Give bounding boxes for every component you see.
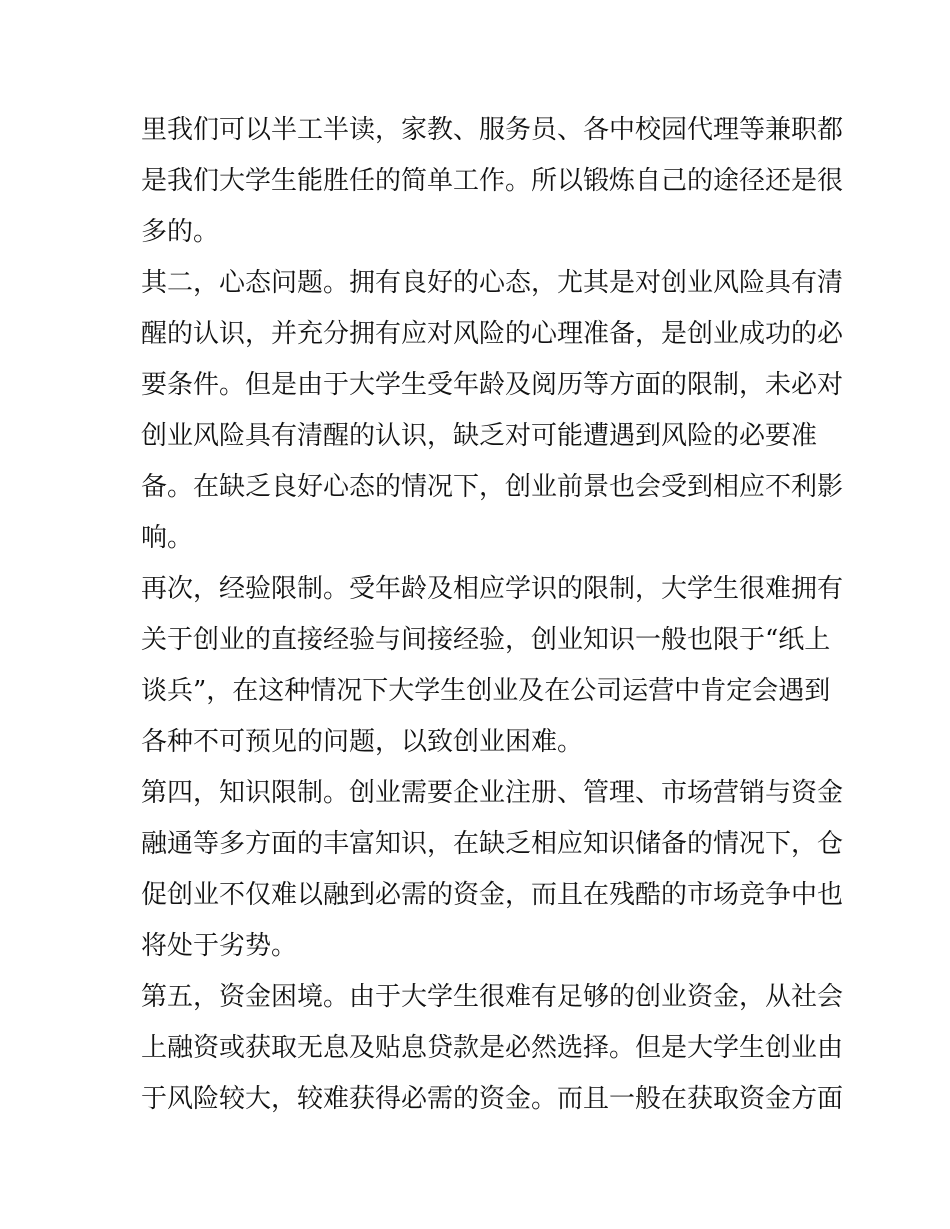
- text-line: 是我们大学生能胜任的简单工作。所以锻炼自己的途径还是很: [141, 166, 844, 196]
- text-line: 响。: [141, 523, 194, 553]
- text-line: 多的。: [141, 217, 220, 247]
- text-line: 醒的认识，并充分拥有应对风险的心理准备，是创业成功的必: [141, 319, 844, 349]
- text-line: 将处于劣势。: [141, 931, 298, 961]
- text-line: 上融资或获取无息及贴息贷款是必然选择。但是大学生创业由: [141, 1033, 844, 1063]
- text-line: 第五，资金困境。由于大学生很难有足够的创业资金，从社会: [141, 982, 844, 1012]
- text-line: 促创业不仅难以融到必需的资金，而且在残酷的市场竞争中也: [141, 880, 844, 910]
- text-line: 里我们可以半工半读，家教、服务员、各中校园代理等兼职都: [141, 115, 844, 145]
- text-line: 谈兵”，在这种情况下大学生创业及在公司运营中肯定会遇到: [141, 676, 831, 706]
- text-line: 融通等多方面的丰富知识，在缺乏相应知识储备的情况下，仓: [141, 829, 844, 859]
- text-line: 创业风险具有清醒的认识，缺乏对可能遭遇到风险的必要准: [141, 421, 818, 451]
- text-line: 要条件。但是由于大学生受年龄及阅历等方面的限制，未必对: [141, 370, 844, 400]
- text-line: 其二，心态问题。拥有良好的心态，尤其是对创业风险具有清: [141, 268, 844, 298]
- text-line: 备。在缺乏良好心态的情况下，创业前景也会受到相应不利影: [141, 472, 844, 502]
- text-line: 于风险较大，较难获得必需的资金。而且一般在获取资金方面: [141, 1084, 844, 1114]
- body-text: [141, 105, 844, 1125]
- text-line: 第四，知识限制。创业需要企业注册、管理、市场营销与资金: [141, 778, 844, 808]
- text-line: 各种不可预见的问题，以致创业困难。: [141, 727, 584, 757]
- text-line: 关于创业的直接经验与间接经验，创业知识一般也限于“纸上: [141, 625, 831, 655]
- text-line: 再次，经验限制。受年龄及相应学识的限制，大学生很难拥有: [141, 574, 844, 604]
